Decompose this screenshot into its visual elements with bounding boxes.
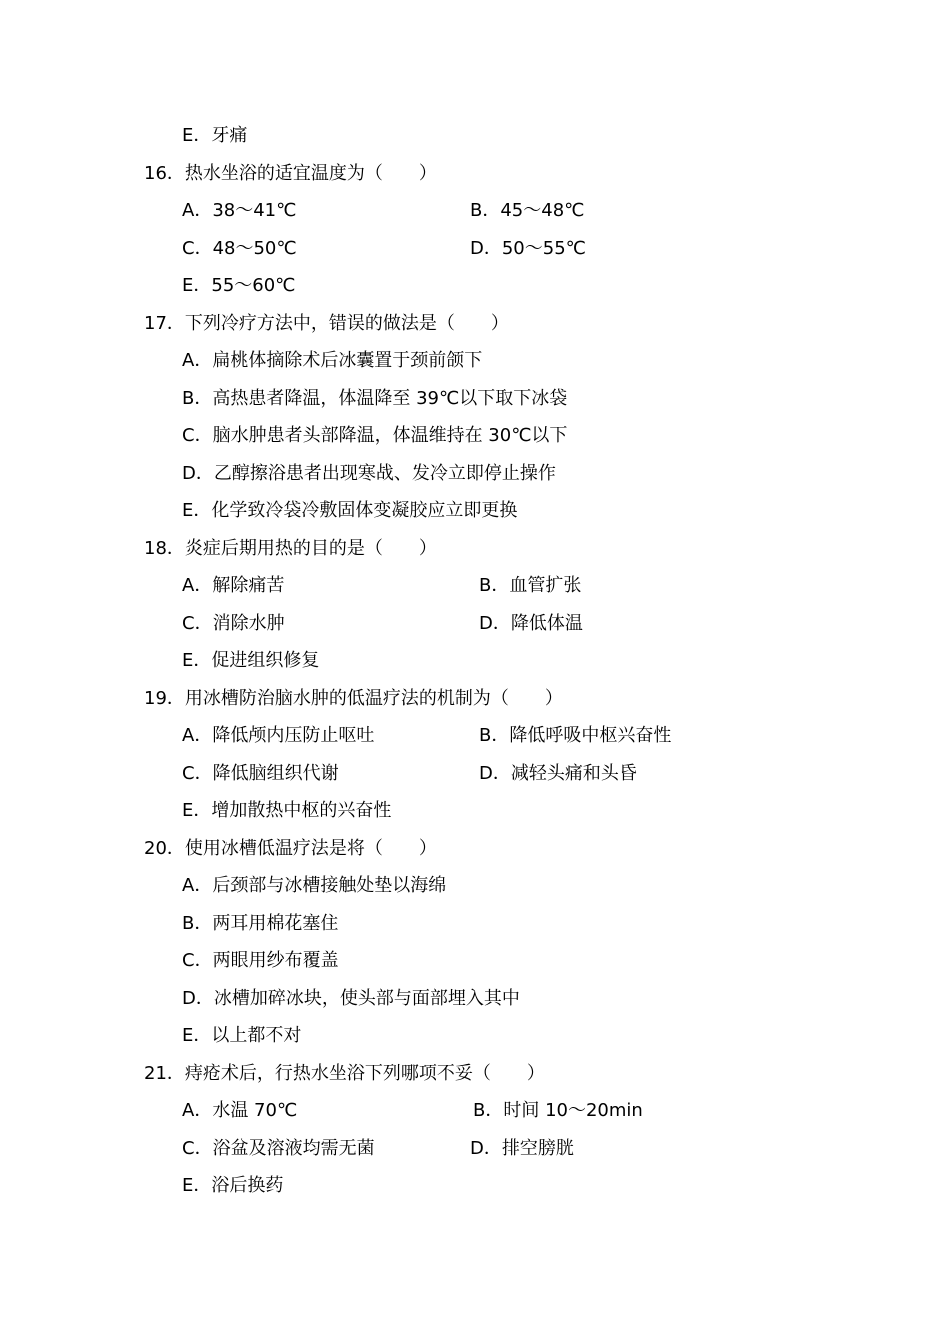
q21-stem: 21．痔疮术后，行热水坐浴下列哪项不妥（ ）	[144, 1063, 545, 1084]
q16-option-b: B．45～48℃	[470, 200, 585, 221]
q15-option-e: E．牙痛	[182, 125, 248, 146]
q19-option-a: A．降低颅内压防止呕吐	[182, 725, 375, 746]
q17-option-d: D．乙醇擦浴患者出现寒战、发冷立即停止操作	[182, 463, 556, 484]
q18-stem: 18．炎症后期用热的目的是（ ）	[144, 538, 437, 559]
q18-option-a: A．解除痛苦	[182, 575, 285, 596]
q19-option-c: C．降低脑组织代谢	[182, 763, 339, 784]
q16-option-c: C．48～50℃	[182, 238, 297, 259]
q18-option-e: E．促进组织修复	[182, 650, 320, 671]
q20-option-e: E．以上都不对	[182, 1025, 302, 1046]
q18-option-c: C．消除水肿	[182, 613, 285, 634]
q17-option-e: E．化学致冷袋冷敷固体变凝胶应立即更换	[182, 500, 518, 521]
q16-stem: 16．热水坐浴的适宜温度为（ ）	[144, 163, 437, 184]
q21-option-b: B．时间 10～20min	[473, 1100, 643, 1121]
q18-option-b: B．血管扩张	[479, 575, 582, 596]
q19-option-b: B．降低呼吸中枢兴奋性	[479, 725, 672, 746]
q16-option-d: D．50～55℃	[470, 238, 586, 259]
q17-option-a: A．扁桃体摘除术后冰囊置于颈前颌下	[182, 350, 483, 371]
q19-stem: 19．用冰槽防治脑水肿的低温疗法的机制为（ ）	[144, 688, 563, 709]
q18-option-d: D．降低体温	[479, 613, 583, 634]
q16-option-a: A．38～41℃	[182, 200, 297, 221]
q16-option-e: E．55～60℃	[182, 275, 296, 296]
q17-stem: 17．下列冷疗方法中，错误的做法是（ ）	[144, 313, 509, 334]
q19-option-e: E．增加散热中枢的兴奋性	[182, 800, 392, 821]
q19-option-d: D．减轻头痛和头昏	[479, 763, 637, 784]
q17-option-c: C．脑水肿患者头部降温，体温维持在 30℃以下	[182, 425, 568, 446]
q21-option-a: A．水温 70℃	[182, 1100, 298, 1121]
q20-option-d: D．冰槽加碎冰块，使头部与面部埋入其中	[182, 988, 520, 1009]
q21-option-e: E．浴后换药	[182, 1175, 284, 1196]
q20-option-c: C．两眼用纱布覆盖	[182, 950, 339, 971]
q21-option-d: D．排空膀胱	[470, 1138, 574, 1159]
q20-option-b: B．两耳用棉花塞住	[182, 913, 339, 934]
q20-stem: 20．使用冰槽低温疗法是将（ ）	[144, 838, 437, 859]
q21-option-c: C．浴盆及溶液均需无菌	[182, 1138, 375, 1159]
q17-option-b: B．高热患者降温，体温降至 39℃以下取下冰袋	[182, 388, 568, 409]
q20-option-a: A．后颈部与冰槽接触处垫以海绵	[182, 875, 447, 896]
